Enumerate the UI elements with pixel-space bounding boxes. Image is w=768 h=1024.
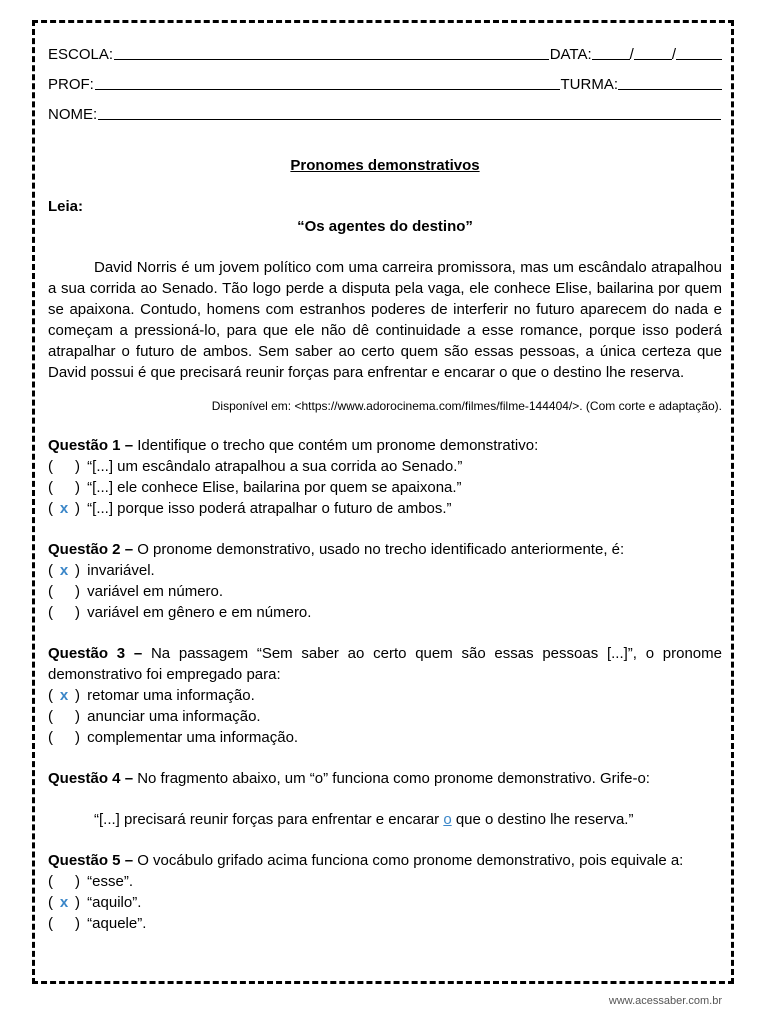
question-2 [48, 539, 722, 623]
question-1 [48, 435, 722, 519]
question-3-option-2[interactable] [48, 706, 722, 727]
turma-field[interactable] [618, 89, 722, 90]
question-2-option-1[interactable] [48, 560, 722, 581]
option-text: “aquilo”. [83, 894, 142, 911]
question-1-prompt [48, 435, 722, 456]
data-label: DATA: [549, 46, 592, 63]
data-month-field[interactable] [634, 59, 672, 60]
header-escola-row [48, 45, 722, 63]
question-4-fragment [48, 809, 722, 830]
worksheet-border [32, 20, 734, 984]
question-5-option-2[interactable] [48, 892, 722, 913]
question-3-option-3[interactable] [48, 727, 722, 748]
worksheet-title: Pronomes demonstrativos [290, 157, 480, 174]
data-year-field[interactable] [676, 59, 722, 60]
checkbox-checked[interactable]: ( x ) [48, 562, 80, 579]
question-2-text: O pronome demonstrativo, usado no trecho identificado anteriormente, é: [133, 541, 625, 558]
option-text: “[...] porque isso poderá atrapalhar o futuro de ambos.” [83, 500, 452, 517]
question-3-option-1[interactable] [48, 685, 722, 706]
question-1-text: Identifique o trecho que contém um pronome demonstrativo: [133, 437, 539, 454]
escola-label: ESCOLA: [48, 46, 114, 63]
question-5-prompt [48, 850, 722, 871]
highlighted-pronoun[interactable]: o [443, 811, 452, 828]
question-3-label: Questão 3 – [48, 645, 143, 662]
question-4-text: No fragmento abaixo, um “o” funciona como pronome demonstrativo. Grife-o: [133, 770, 650, 787]
checkbox-empty[interactable]: ( ) [48, 458, 80, 475]
turma-label: TURMA: [560, 76, 618, 93]
option-text: variável em número. [83, 583, 224, 600]
option-text: invariável. [83, 562, 155, 579]
question-3-text: Na passagem “Sem saber ao certo quem são essas pessoas [...]”, o pronome demonstrativo foi empregado para: [48, 645, 722, 683]
option-text: retomar uma informação. [83, 687, 255, 704]
question-2-prompt [48, 539, 722, 560]
prof-label: PROF: [48, 76, 94, 93]
option-text: “esse”. [83, 873, 134, 890]
header-nome-row [48, 105, 722, 123]
checkbox-empty[interactable]: ( ) [48, 873, 80, 890]
footer-url[interactable]: www.acessaber.com.br [608, 995, 722, 1007]
header-prof-row [48, 75, 722, 93]
question-4-prompt [48, 768, 722, 789]
question-4-label: Questão 4 – [48, 770, 134, 787]
checkbox-checked[interactable]: ( x ) [48, 500, 80, 517]
question-1-option-2[interactable] [48, 477, 722, 498]
checkbox-empty[interactable]: ( ) [48, 479, 80, 496]
checkbox-empty[interactable]: ( ) [48, 583, 80, 600]
option-text: “aquele”. [83, 915, 147, 932]
fragment-before: “[...] precisará reunir forças para enfrentar e encarar [94, 811, 444, 828]
question-2-option-3[interactable] [48, 602, 722, 623]
source-citation: Disponível em: <https://www.adorocinema.com/filmes/filme-144404/>. (Com corte e adaptação). [211, 399, 722, 413]
question-1-option-1[interactable] [48, 456, 722, 477]
question-2-option-2[interactable] [48, 581, 722, 602]
checkbox-checked[interactable]: ( x ) [48, 687, 80, 704]
data-day-field[interactable] [592, 59, 630, 60]
question-5-text: O vocábulo grifado acima funciona como pronome demonstrativo, pois equivale a: [133, 852, 684, 869]
check-mark: x [59, 562, 69, 579]
nome-label: NOME: [48, 106, 98, 123]
checkbox-empty[interactable]: ( ) [48, 708, 80, 725]
option-text: “[...] um escândalo atrapalhou a sua corrida ao Senado.” [83, 458, 463, 475]
worksheet-content [48, 45, 722, 934]
question-5 [48, 850, 722, 934]
question-5-option-3[interactable] [48, 913, 722, 934]
check-mark: x [59, 500, 69, 517]
question-1-label: Questão 1 – [48, 437, 134, 454]
question-1-option-3[interactable] [48, 498, 722, 519]
text-title: “Os agentes do destino” [297, 218, 473, 235]
check-mark: x [59, 687, 69, 704]
question-5-label: Questão 5 – [48, 852, 134, 869]
question-5-option-1[interactable] [48, 871, 722, 892]
option-text: variável em gênero e em número. [83, 604, 312, 621]
checkbox-empty[interactable]: ( ) [48, 604, 80, 621]
checkbox-checked[interactable]: ( x ) [48, 894, 80, 911]
prof-field[interactable] [95, 89, 560, 90]
data-slash: / [671, 46, 676, 63]
question-4 [48, 768, 722, 830]
option-text: complementar uma informação. [83, 729, 299, 746]
question-3 [48, 643, 722, 748]
fragment-after: que o destino lhe reserva.” [451, 811, 634, 828]
check-mark: x [59, 894, 69, 911]
escola-field[interactable] [114, 59, 549, 60]
reading-paragraph: David Norris é um jovem político com uma carreira promissora, mas um escândalo atrapalhou a sua corrida ao Senado. Tão logo perde a disputa pela vaga, ele conhece Elise, bailarina por quem se apaixona. Contudo, homens com estranhos poderes de interferir no futuro aparecem do nada e começam a pressioná-lo, para que ele não dê continuidade a esse romance, porque isso poderá atrapalhar o futuro de ambos. Sem saber ao certo quem são essas pessoas, a única certeza que David possui é que precisará reunir forças para enfrentar e encarar o que o destino lhe reserva. [48, 259, 722, 381]
data-slash: / [629, 46, 634, 63]
leia-label: Leia: [48, 198, 84, 215]
checkbox-empty[interactable]: ( ) [48, 915, 80, 932]
checkbox-empty[interactable]: ( ) [48, 729, 80, 746]
question-3-prompt [48, 643, 722, 685]
nome-field[interactable] [98, 119, 721, 120]
option-text: “[...] ele conhece Elise, bailarina por quem se apaixona.” [83, 479, 462, 496]
question-2-label: Questão 2 – [48, 541, 134, 558]
option-text: anunciar uma informação. [83, 708, 261, 725]
